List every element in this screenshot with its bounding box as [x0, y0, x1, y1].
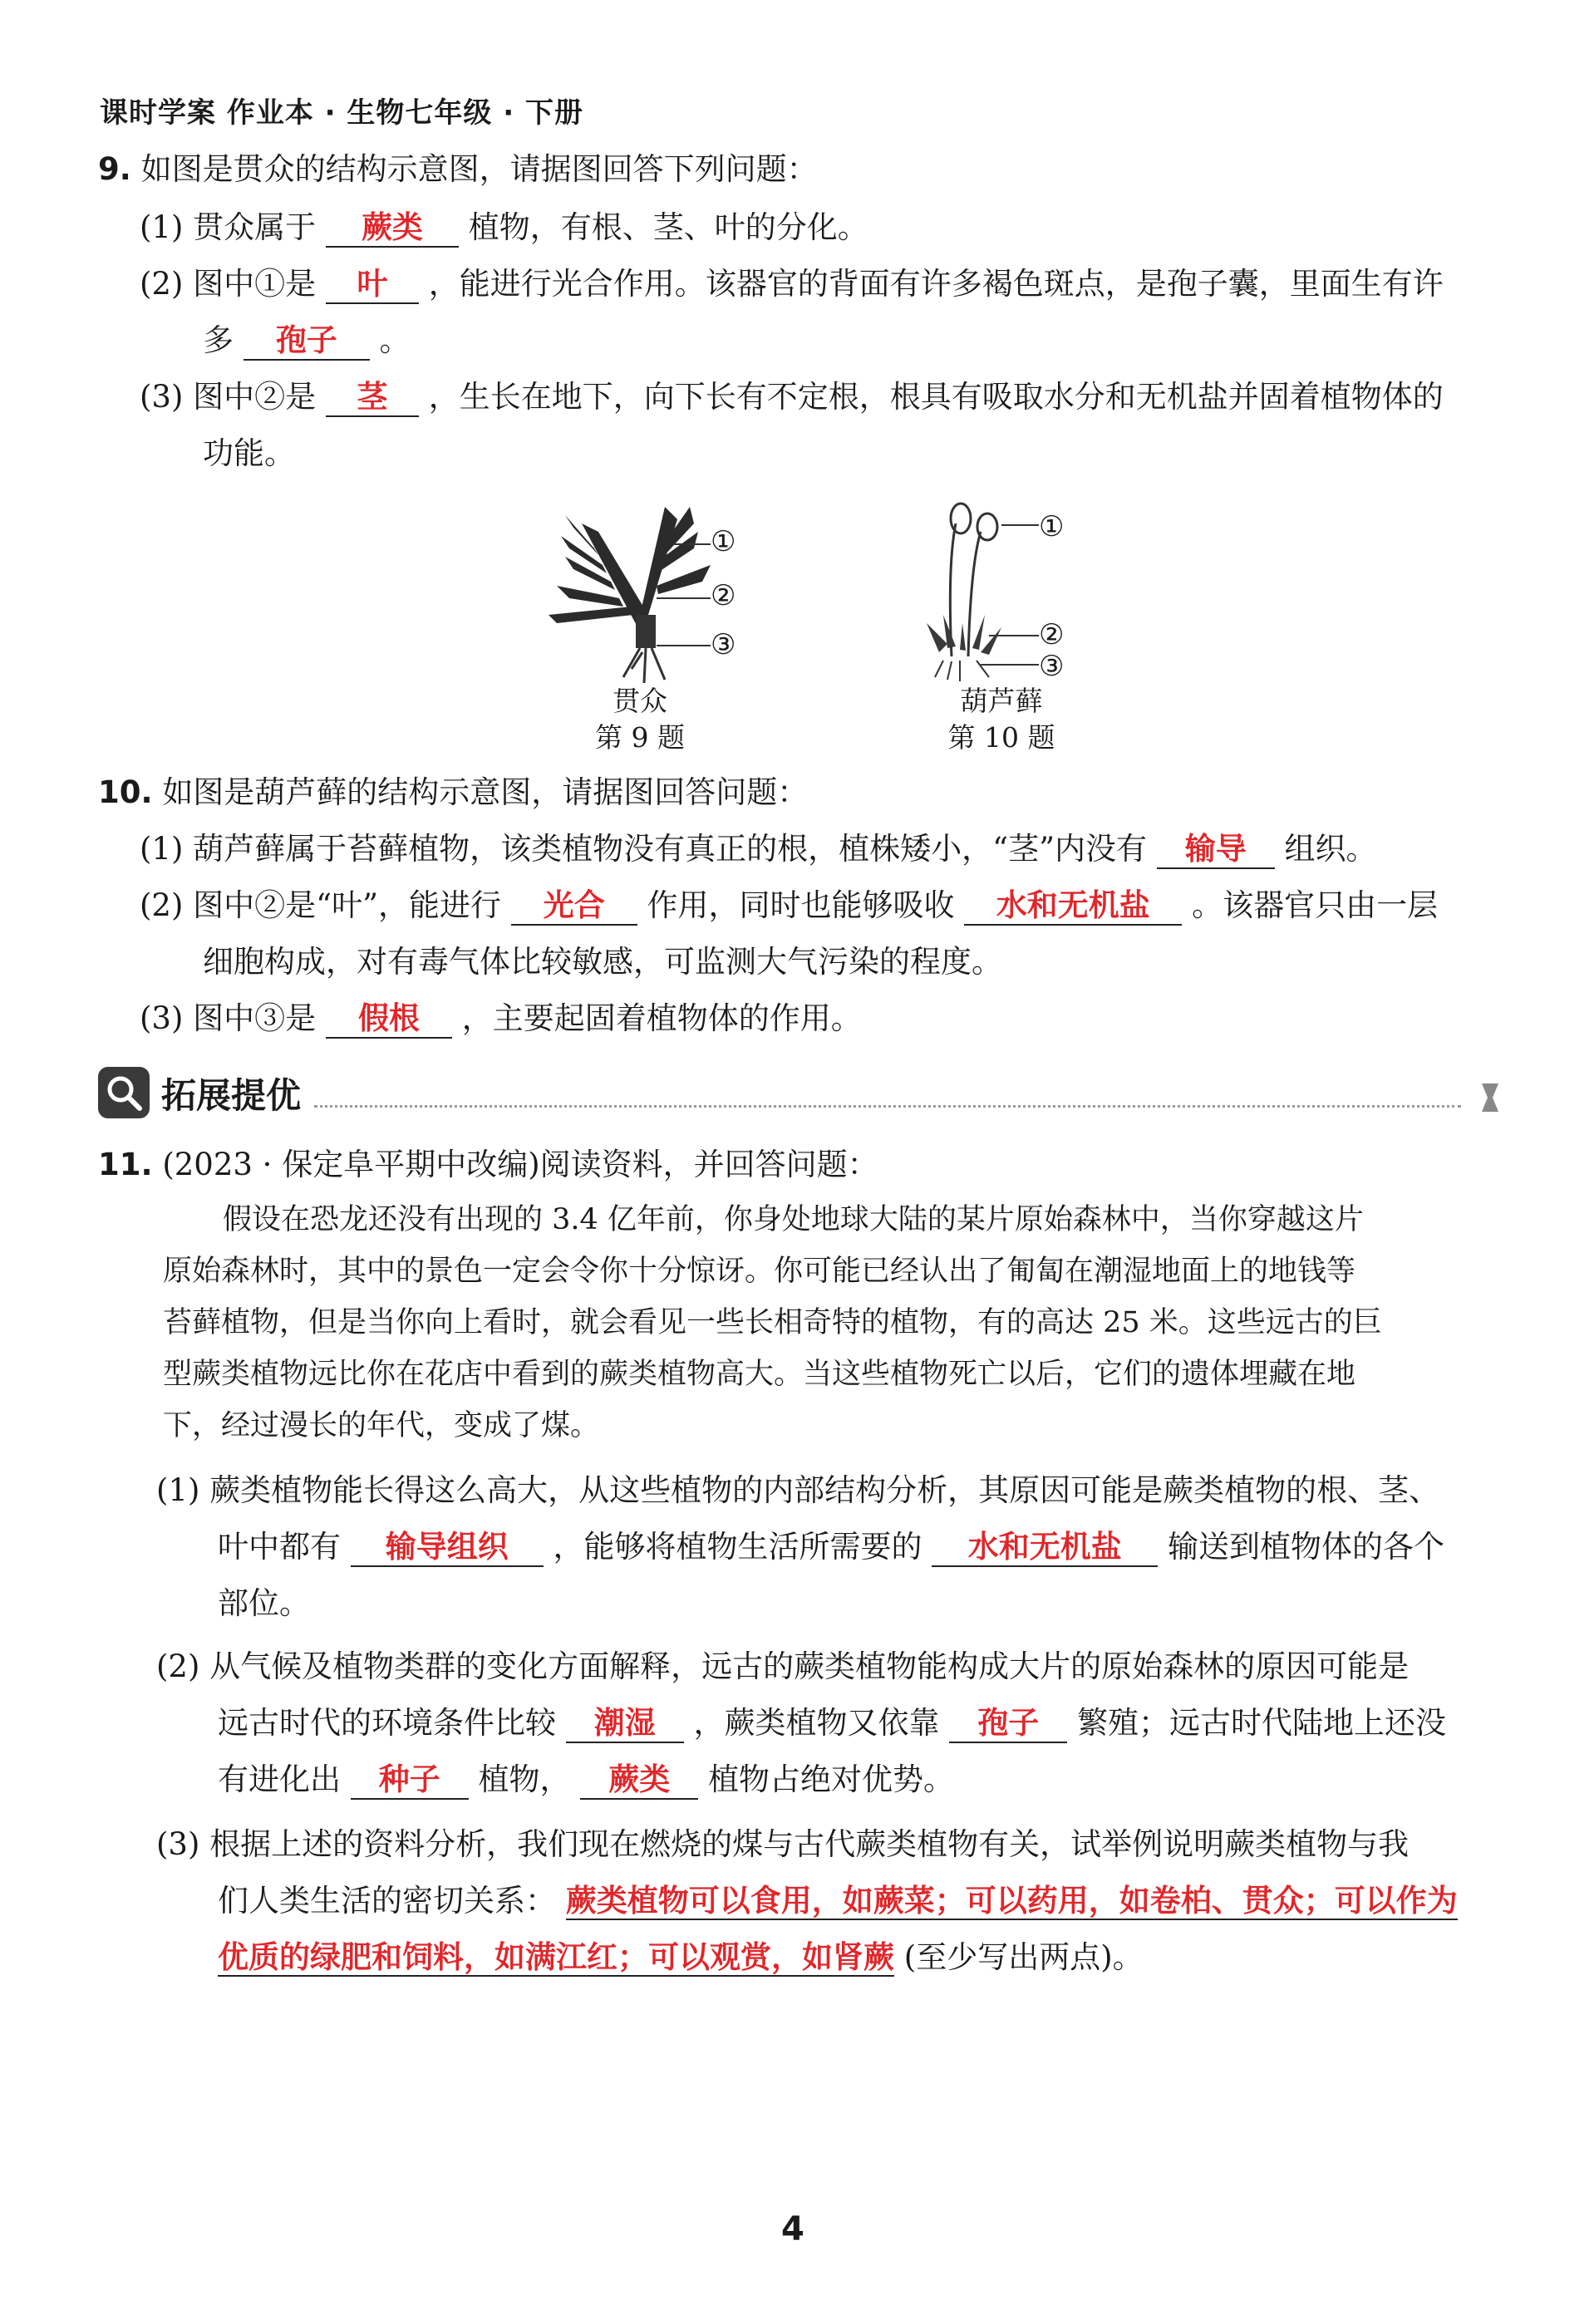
q11-p2-text-g: 植物占绝对优势。 — [708, 1761, 955, 1797]
q9-part3-cont: 功能。 — [203, 435, 295, 471]
q10-stem-line — [98, 773, 808, 813]
moss-label-1: ① — [1039, 510, 1065, 543]
q10-p3-answer: 假根 — [326, 1000, 452, 1039]
q10-part3 — [140, 999, 862, 1039]
q10-number: 10. — [98, 774, 153, 810]
q11-stem-line — [98, 1145, 878, 1185]
q9-part3 — [140, 377, 1444, 417]
q11-number: 11. — [98, 1147, 153, 1182]
q11-p2-text-f: 植物， — [478, 1761, 571, 1797]
q11-passage-line-4: 型蕨类植物远比你在花店中看到的蕨类植物高大。当这些植物死亡以后，它们的遗体埋藏在地 — [163, 1358, 1356, 1391]
q10-part1 — [140, 829, 1377, 869]
q11-part3-cont — [218, 1881, 1458, 1921]
section-heading — [98, 1062, 1511, 1128]
q9-p2-answer2: 孢子 — [244, 322, 370, 361]
moss-figure-label: 第 10 题 — [947, 721, 1055, 754]
q9-p3-text: (3) 图中②是 — [140, 379, 317, 415]
q10-p2-text-c: 。该器官只由一层 — [1192, 887, 1439, 923]
q11-part2-cont — [218, 1703, 1446, 1743]
q11-p1-answer2: 水和无机盐 — [932, 1529, 1158, 1567]
q9-p3-text-b: ，生长在地下，向下长有不定根，根具有吸取水分和无机盐并固着植物体的 — [428, 379, 1444, 415]
q11-part1-end: 部位。 — [218, 1585, 310, 1621]
fern-label-1: ① — [711, 525, 736, 558]
q11-part1: (1) 蕨类植物能长得这么高大，从这些植物的内部结构分析，其原因可能是蕨类植物的根、茎、 — [156, 1472, 1440, 1508]
q9-p3-answer: 茎 — [326, 379, 419, 417]
q10-stem: 如图是葫芦藓的结构示意图，请据图回答问题： — [162, 774, 809, 810]
q11-passage-line-2: 原始森林时，其中的景色一定会令你十分惊讶。你可能已经认出了匍匐在潮湿地面上的地钱等 — [163, 1255, 1356, 1288]
fern-label-2: ② — [711, 579, 736, 612]
q11-stem: (2023 · 保定阜平期中改编)阅读资料，并回答问题： — [162, 1147, 878, 1182]
q9-stem-line — [98, 150, 818, 189]
moss-label-2: ② — [1039, 618, 1065, 651]
q9-p1-answer: 蕨类 — [326, 209, 459, 248]
q10-p2-text-b: 作用，同时也能够吸收 — [647, 887, 955, 923]
q11-p2-text-d: 繁殖；远古时代陆地上还没 — [1077, 1705, 1447, 1741]
q11-p1-text-d: 输送到植物体的各个 — [1168, 1529, 1445, 1565]
q10-part2-cont: 细胞构成，对有毒气体比较敏感，可监测大气污染的程度。 — [203, 944, 1002, 980]
q9-p2-text-c: 多 — [203, 322, 234, 358]
q11-p1-answer1: 输导组织 — [351, 1529, 544, 1567]
q11-p2-answer1: 潮湿 — [566, 1705, 684, 1743]
q10-p1-answer: 输导 — [1157, 831, 1275, 869]
q11-part2: (2) 从气候及植物类群的变化方面解释，远古的蕨类植物能构成大片的原始森林的原因可能是 — [156, 1648, 1410, 1684]
moss-label-3: ③ — [1039, 650, 1065, 683]
q11-passage-line-3: 苔藓植物，但是当你向上看时，就会看见一些长相奇特的植物，有的高达 25 米。这些远古的巨 — [163, 1306, 1382, 1339]
q11-p1-text-b: 叶中都有 — [218, 1529, 341, 1565]
q10-p3-text-b: ，主要起固着植物体的作用。 — [461, 1000, 862, 1036]
q11-p2-answer4: 蕨类 — [580, 1761, 698, 1800]
page-header: 课时学案 作业本 · 生物七年级 · 下册 — [100, 96, 584, 130]
magnifier-icon — [98, 1067, 150, 1118]
section-divider — [314, 1105, 1461, 1108]
moss-illustration — [922, 499, 1047, 690]
q9-p2-text-d: 。 — [379, 322, 411, 358]
q9-p2-answer1: 叶 — [326, 266, 419, 304]
q10-p2-answer1: 光合 — [511, 887, 637, 926]
q11-p2-text-c: ，蕨类植物又依靠 — [693, 1705, 940, 1741]
q11-part3-end — [218, 1938, 1144, 1978]
q11-p1-text-c: ，能够将植物生活所需要的 — [553, 1529, 922, 1565]
q9-p1-text: (1) 贯众属于 — [140, 209, 317, 245]
q11-p3-answer-line1: 蕨类植物可以食用，如蕨菜；可以药用，如卷柏、贯众；可以作为 — [565, 1883, 1458, 1919]
q10-p2-answer2: 水和无机盐 — [964, 887, 1182, 926]
q10-p1-text: (1) 葫芦藓属于苔藓植物，该类植物没有真正的根，植株矮小，“茎”内没有 — [140, 831, 1148, 867]
q10-p3-text: (3) 图中③是 — [140, 1000, 317, 1036]
q10-part2 — [140, 886, 1438, 926]
q11-part3: (3) 根据上述的资料分析，我们现在燃烧的煤与古代蕨类植物有关，试举例说明蕨类植物与我 — [156, 1826, 1410, 1862]
q9-p1-text-b: 植物，有根、茎、叶的分化。 — [468, 209, 868, 245]
q9-number: 9. — [98, 151, 131, 187]
q11-p2-text-b: 远古时代的环境条件比较 — [218, 1705, 556, 1741]
q11-p3-answer-line2: 优质的绿肥和饲料，如满江红；可以观赏，如肾蕨 — [218, 1939, 894, 1975]
fern-label-3: ③ — [711, 628, 736, 661]
q11-part1-cont — [218, 1527, 1444, 1567]
q11-p3-text-b: 们人类生活的密切关系： — [218, 1883, 556, 1919]
fern-figure-label: 第 9 题 — [595, 721, 685, 754]
page-number: 4 — [781, 2210, 804, 2248]
decoration-icon — [1469, 1077, 1511, 1118]
q10-p2-text: (2) 图中②是“叶”，能进行 — [140, 887, 502, 923]
q11-passage-line-5: 下，经过漫长的年代，变成了煤。 — [163, 1409, 600, 1442]
fern-name: 贯众 — [613, 685, 667, 717]
q11-part2-end — [218, 1760, 954, 1800]
q11-passage-line-1: 假设在恐龙还没有出现的 3.4 亿年前，你身处地球大陆的某片原始森林中，当你穿越这片 — [223, 1203, 1364, 1236]
q9-stem: 如图是贯众的结构示意图，请据图回答下列问题： — [140, 151, 818, 187]
q9-p2-text-b: ，能进行光合作用。该器官的背面有许多褐色斑点，是孢子囊，里面生有许 — [428, 266, 1444, 302]
q11-p2-answer3: 种子 — [351, 1761, 469, 1800]
q10-p1-text-b: 组织。 — [1284, 831, 1377, 867]
section-title: 拓展提优 — [161, 1075, 302, 1116]
q11-p2-answer2: 孢子 — [949, 1705, 1067, 1743]
q9-part1 — [140, 208, 868, 248]
q9-p2-text: (2) 图中①是 — [140, 266, 317, 302]
q11-p3-text-c: (至少写出两点)。 — [903, 1939, 1144, 1975]
moss-name: 葫芦藓 — [960, 685, 1043, 717]
q11-p2-text-e: 有进化出 — [218, 1761, 341, 1797]
q9-part2-cont — [203, 321, 411, 361]
q9-part2 — [140, 264, 1444, 304]
